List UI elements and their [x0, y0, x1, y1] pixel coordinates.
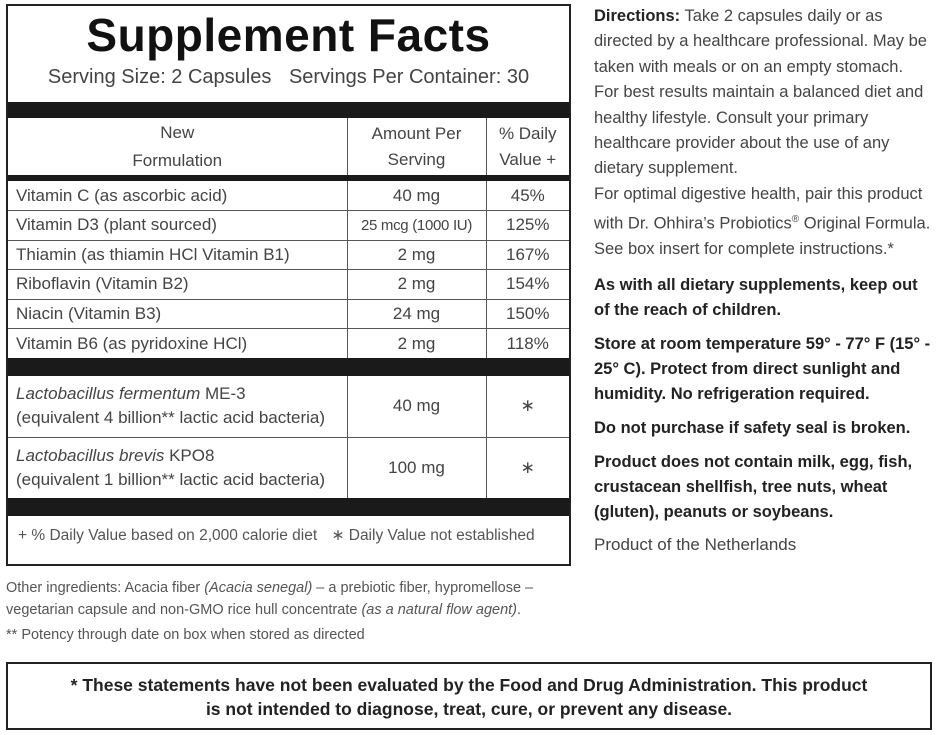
header-row: [8, 118, 569, 175]
serving-info: [8, 64, 569, 102]
other-ingredients: [6, 577, 576, 621]
flow-agent-note: (as a natural flow agent): [361, 602, 518, 618]
nutrient-amount: 25 mcg (1000 IU): [347, 211, 486, 241]
acacia-latin-name: (Acacia senegal): [204, 580, 313, 596]
table-row: [8, 376, 569, 437]
daily-value-footnote: [8, 516, 569, 555]
daily-value-header: [486, 118, 569, 175]
directions-block: [594, 4, 932, 263]
nutrient-dv: 125%: [486, 211, 569, 241]
table-row: [8, 299, 569, 329]
thick-divider: [8, 102, 569, 118]
box-insert-note: See box insert for complete instructions.*: [594, 240, 894, 259]
nutrient-amount: 2 mg: [347, 329, 486, 359]
probiotic-code: KPO8: [164, 445, 215, 465]
footnote-not-established: ∗ Daily Value not established: [331, 527, 535, 544]
disclaimer-line2: is not intended to diagnose, treat, cure, or prevent any disease.: [205, 699, 733, 719]
storage-instructions: Store at room temperature 59° - 77° F (15° - 25° C). Protect from direct sunlight and humidity. No refrigeration required.: [594, 334, 931, 403]
vitamins-table: [8, 181, 569, 358]
other-ingredients-suffix: .: [517, 602, 522, 618]
dv-header-line1: % Daily: [498, 123, 557, 143]
safety-seal-warning: Do not purchase if safety seal is broken.: [594, 418, 911, 437]
probiotic-strain-line: [16, 444, 339, 468]
nutrient-amount: 2 mg: [347, 240, 486, 270]
table-row: [8, 211, 569, 241]
allergen-statement: Product does not contain milk, egg, fish, crustacean shellfish, tree nuts, wheat (gluten), peanuts or soybeans.: [594, 452, 913, 521]
probiotic-name: [8, 437, 347, 498]
potency-note: ** Potency through date on box when stored as directed: [6, 627, 365, 643]
nutrient-name: Vitamin D3 (plant sourced): [8, 211, 347, 241]
probiotic-equivalent: (equivalent 4 billion** lactic acid bacteria): [16, 408, 325, 428]
new-formulation-line2: Formulation: [132, 150, 223, 170]
serving-size: Serving Size: 2 Capsules: [47, 66, 272, 88]
nutrient-dv: 167%: [486, 240, 569, 270]
probiotic-code: ME-3: [200, 384, 246, 404]
footnote-dv: + % Daily Value based on 2,000 calorie diet: [18, 527, 318, 544]
disclaimer-line1: * These statements have not been evaluated by the Food and Drug Administration. This product: [70, 675, 868, 695]
dv-header-line2: Value +: [499, 149, 557, 169]
other-ingredients-prefix: Other ingredients: Acacia fiber: [6, 580, 205, 596]
nutrient-amount: 40 mg: [347, 181, 486, 211]
amount-header-line2: Serving: [387, 149, 446, 169]
new-formulation-line1: New: [160, 122, 195, 142]
other-ingredients-middle: – a prebiotic fiber, hypromellose – vegetarian capsule and non-GMO rice hull concentrate: [6, 580, 534, 618]
probiotic-equivalent: (equivalent 1 billion** lactic acid bacteria): [16, 469, 325, 489]
table-row: [8, 437, 569, 498]
section-divider: [8, 498, 569, 516]
nutrient-name: Vitamin B6 (as pyridoxine HCl): [8, 329, 347, 359]
product-origin: Product of the Netherlands: [594, 534, 797, 554]
asterisk-icon: ∗: [486, 437, 569, 498]
table-row: [8, 240, 569, 270]
directions-label: Directions:: [594, 7, 681, 25]
nutrient-dv: 45%: [486, 181, 569, 211]
amount-header-line1: Amount Per: [371, 123, 462, 143]
header-table: [8, 118, 569, 175]
probiotic-amount: 40 mg: [347, 376, 486, 437]
nutrient-name: Thiamin (as thiamin HCl Vitamin B1): [8, 240, 347, 270]
directions-paragraph: [594, 4, 932, 182]
nutrient-dv: 150%: [486, 299, 569, 329]
probiotic-strain-line: [16, 382, 339, 406]
registered-mark: ®: [791, 214, 800, 226]
table-row: [8, 181, 569, 211]
probiotic-name: [8, 376, 347, 437]
probiotic-amount: 100 mg: [347, 437, 486, 498]
pairing-paragraph: [594, 182, 932, 237]
supplement-facts-panel: [6, 4, 571, 566]
nutrient-dv: 118%: [486, 329, 569, 359]
pairing-text: For optimal digestive health, pair this product with Dr. Ohhira’s Probiotics: [594, 184, 923, 233]
table-row: [8, 270, 569, 300]
nutrient-name: Niacin (Vitamin B3): [8, 299, 347, 329]
nutrient-name: Riboflavin (Vitamin B2): [8, 270, 347, 300]
new-formulation-label: [8, 118, 347, 175]
directions-text: Take 2 capsules daily or as directed by a healthcare professional. May be taken with meals or on an empty stomach. For best results maintain a balanced diet and healthy lifestyle. Consult your primary healthcare provider about the use of any dietary supplement.: [594, 7, 927, 178]
nutrient-amount: 2 mg: [347, 270, 486, 300]
facts-title: Supplement Facts: [86, 9, 491, 61]
probiotic-strain: Lactobacillus fermentum: [16, 384, 201, 404]
amount-per-serving-header: [347, 118, 486, 175]
nutrient-name: Vitamin C (as ascorbic acid): [16, 185, 228, 205]
fda-disclaimer: [6, 662, 932, 730]
section-divider: [8, 358, 569, 376]
right-column: [594, 4, 932, 555]
servings-per-container: Servings Per Container: 30: [288, 66, 530, 88]
probiotics-table: [8, 376, 569, 498]
table-row: [8, 329, 569, 359]
children-warning: As with all dietary supplements, keep out of the reach of children.: [594, 275, 918, 319]
nutrient-dv: 154%: [486, 270, 569, 300]
nutrient-amount: 24 mg: [347, 299, 486, 329]
pairing-suffix: Original Formula.: [799, 214, 931, 233]
probiotic-strain: Lactobacillus brevis: [16, 445, 165, 465]
asterisk-icon: ∗: [486, 376, 569, 437]
